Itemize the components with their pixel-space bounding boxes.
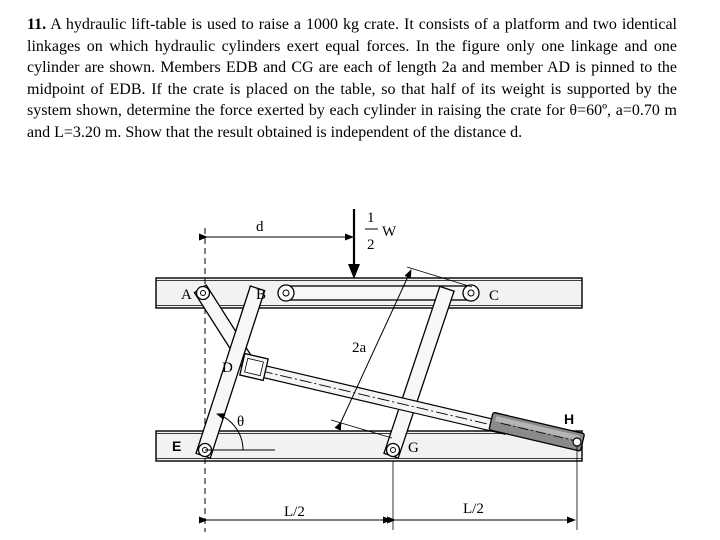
label-a: A	[181, 287, 192, 303]
load-fraction-numerator: 1	[367, 210, 375, 226]
load-label	[365, 210, 397, 253]
load-arrow	[348, 209, 360, 279]
label-half-l-right: L/2	[463, 501, 484, 517]
joint-d-block	[240, 354, 268, 381]
problem-number: 11.	[27, 16, 47, 33]
load-fraction-denominator: 2	[367, 237, 375, 253]
label-theta: θ	[237, 414, 245, 430]
label-c: C	[489, 288, 500, 304]
pin-a	[197, 287, 210, 300]
cylinder-rod	[252, 363, 508, 434]
pin-c	[463, 285, 479, 301]
load-label-w: W	[382, 224, 397, 240]
label-b: B	[256, 287, 267, 303]
label-half-l-left: L/2	[284, 504, 305, 520]
pin-h	[573, 438, 581, 446]
label-d-point: D	[222, 360, 233, 376]
problem-text: A hydraulic lift-table is used to raise a 1000 kg crate. It consists of a platform and two identical linkages on which hydraulic cylinders exert equal forces. In the figure only one linkage and one cylinder are shown. Members EDB and CG are each of length 2a and member AD is pinned to the midpoint of EDB. If the crate is placed on the table, so that half of its weight is supported by the system shown, determine the force exerted by each cylinder in raising the crate for θ=60º, a=0.70 m and L=3.20 m. Show that the result obtained is independent of the distance d.	[27, 16, 677, 141]
label-2a: 2a	[352, 340, 367, 356]
label-d: d	[256, 219, 264, 235]
label-h: H	[564, 411, 575, 427]
label-g: G	[408, 440, 419, 456]
pin-b	[278, 285, 294, 301]
pin-g	[387, 444, 400, 457]
label-e: E	[172, 438, 182, 454]
